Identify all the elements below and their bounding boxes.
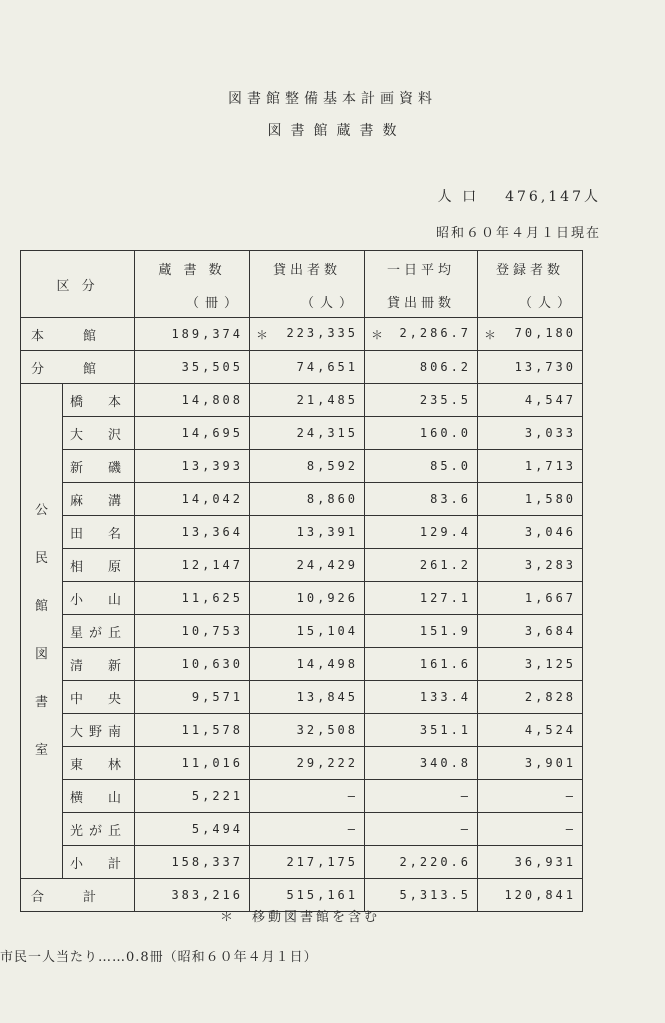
cell-borrowers: [250, 813, 365, 846]
cell-daily: [365, 351, 478, 384]
population-label: 人 口: [437, 189, 480, 205]
cell-daily: [365, 582, 478, 615]
cell-daily: [365, 813, 478, 846]
table-row: [21, 582, 583, 615]
cell-value: 120,841: [504, 888, 577, 902]
cell-value: 217,175: [286, 855, 359, 869]
cell-value: 13,391: [296, 525, 359, 539]
table-row: [21, 483, 583, 516]
cell-value: —: [565, 822, 577, 836]
cell-value: 515,161: [286, 888, 359, 902]
cell-borrowers: [250, 648, 365, 681]
cell-books: [135, 318, 250, 351]
cell-value: 13,393: [181, 459, 244, 473]
cell-value: 10,630: [181, 657, 244, 671]
branch-label: 小 山: [63, 582, 135, 615]
table-row: [21, 384, 583, 417]
cell-value: 3,033: [524, 426, 577, 440]
cell-borrowers: [250, 747, 365, 780]
branch-label: 東 林: [63, 747, 135, 780]
branch-label: 大 沢: [63, 417, 135, 450]
asterisk-mark: ＊: [484, 327, 497, 342]
branch-label: 清 新: [63, 648, 135, 681]
cell-daily: [365, 780, 478, 813]
cell-value: 2,286.7: [399, 325, 472, 340]
cell-books: [135, 714, 250, 747]
group-label-kominkan: [21, 384, 63, 879]
cell-books: [135, 747, 250, 780]
cell-value: 11,578: [181, 723, 244, 737]
branch-label: 光が丘: [63, 813, 135, 846]
cell-daily: [365, 747, 478, 780]
cell-registered: [478, 780, 583, 813]
cell-value: 2,220.6: [399, 855, 472, 869]
cell-value: 83.6: [430, 492, 472, 506]
cell-borrowers: [250, 846, 365, 879]
cell-value: 189,374: [171, 327, 244, 341]
cell-borrowers: [250, 780, 365, 813]
table-row: [21, 747, 583, 780]
header-borrowers: 貸出者数: [250, 251, 365, 286]
cell-registered: [478, 351, 583, 384]
population-value: 476,147人: [505, 189, 601, 205]
asterisk-mark: ＊: [256, 327, 269, 342]
cell-registered: [478, 615, 583, 648]
cell-value: 15,104: [296, 624, 359, 638]
cell-value: 1,713: [524, 459, 577, 473]
cell-value: 8,860: [306, 492, 359, 506]
branch-label: 中 央: [63, 681, 135, 714]
cell-value: 13,364: [181, 525, 244, 539]
cell-registered: [478, 384, 583, 417]
cell-registered: [478, 747, 583, 780]
cell-borrowers: [250, 450, 365, 483]
library-holdings-table: [20, 250, 583, 912]
cell-registered: [478, 318, 583, 351]
total-label: 合 計: [21, 879, 135, 912]
table-row: [21, 714, 583, 747]
cell-value: 223,335: [286, 325, 359, 340]
cell-borrowers: [250, 681, 365, 714]
cell-registered: [478, 450, 583, 483]
cell-value: 1,580: [524, 492, 577, 506]
cell-value: 11,625: [181, 591, 244, 605]
header-daily: 一日平均: [365, 251, 478, 286]
cell-value: 14,808: [181, 393, 244, 407]
branch-label: 星が丘: [63, 615, 135, 648]
cell-books: [135, 549, 250, 582]
group-label-char: 図: [34, 647, 48, 662]
asterisk-mark: ＊: [371, 327, 384, 342]
cell-borrowers: [250, 549, 365, 582]
cell-borrowers: [250, 615, 365, 648]
cell-value: 14,695: [181, 426, 244, 440]
cell-value: 8,592: [306, 459, 359, 473]
cell-value: 24,315: [296, 426, 359, 440]
cell-value: —: [565, 789, 577, 803]
population-line: [438, 186, 601, 206]
table-row: [21, 681, 583, 714]
cell-value: 151.9: [419, 624, 472, 638]
table-row: [21, 450, 583, 483]
cell-books: [135, 681, 250, 714]
group-label-char: 民: [34, 551, 48, 566]
cell-books: [135, 384, 250, 417]
header-daily-unit: 貸出冊数: [365, 285, 478, 318]
header-books: 蔵 書 数: [135, 251, 250, 286]
as-of-date: 昭和６０年４月１日現在: [435, 226, 601, 241]
cell-value: 21,485: [296, 393, 359, 407]
group-label-char: 書: [34, 695, 48, 710]
cell-books: [135, 648, 250, 681]
document-subtitle: 図書館蔵書数: [267, 123, 406, 139]
branch-label: 大野南: [63, 714, 135, 747]
cell-registered: [478, 483, 583, 516]
table-row: [21, 780, 583, 813]
cell-daily: [365, 615, 478, 648]
cell-borrowers: [250, 483, 365, 516]
cell-registered: [478, 549, 583, 582]
cell-daily: [365, 483, 478, 516]
cell-value: 35,505: [181, 360, 244, 374]
table-body: [21, 318, 583, 912]
cell-value: —: [460, 789, 472, 803]
cell-books: [135, 813, 250, 846]
table-row: [21, 615, 583, 648]
cell-value: 10,753: [181, 624, 244, 638]
cell-registered: [478, 846, 583, 879]
table-row: [21, 648, 583, 681]
cell-value: —: [347, 789, 359, 803]
table-row: [21, 846, 583, 879]
table-row: [21, 813, 583, 846]
table-row: [21, 318, 583, 351]
cell-registered: [478, 648, 583, 681]
cell-borrowers: [250, 714, 365, 747]
cell-value: 351.1: [419, 723, 472, 737]
cell-value: 5,313.5: [399, 888, 472, 902]
header-category: 区 分: [21, 251, 135, 318]
cell-daily: [365, 384, 478, 417]
cell-value: 127.1: [419, 591, 472, 605]
row-label: 分 館: [21, 351, 135, 384]
cell-value: 32,508: [296, 723, 359, 737]
cell-borrowers: [250, 384, 365, 417]
cell-daily: [365, 648, 478, 681]
cell-value: 9,571: [191, 690, 244, 704]
cell-borrowers: [250, 516, 365, 549]
cell-books: [135, 780, 250, 813]
cell-value: 74,651: [296, 360, 359, 374]
cell-books: [135, 450, 250, 483]
cell-value: 14,042: [181, 492, 244, 506]
branch-label: 田 名: [63, 516, 135, 549]
cell-value: 13,730: [514, 360, 577, 374]
cell-registered: [478, 714, 583, 747]
cell-daily: [365, 714, 478, 747]
table-row: [21, 351, 583, 384]
header-borrowers-unit: （人）: [250, 285, 365, 318]
cell-books: [135, 351, 250, 384]
cell-value: 4,524: [524, 723, 577, 737]
cell-value: 36,931: [514, 855, 577, 869]
cell-value: 3,901: [524, 756, 577, 770]
cell-value: 12,147: [181, 558, 244, 572]
cell-value: 383,216: [171, 888, 244, 902]
header-books-unit: （冊）: [135, 285, 250, 318]
cell-books: [135, 483, 250, 516]
cell-value: 11,016: [181, 756, 244, 770]
cell-value: 340.8: [419, 756, 472, 770]
cell-books: [135, 582, 250, 615]
cell-value: 1,667: [524, 591, 577, 605]
cell-value: 5,494: [191, 822, 244, 836]
cell-daily: [365, 318, 478, 351]
header-registered-unit: （人）: [478, 285, 583, 318]
cell-books: [135, 846, 250, 879]
cell-borrowers: [250, 417, 365, 450]
cell-value: 161.6: [419, 657, 472, 671]
cell-value: 24,429: [296, 558, 359, 572]
cell-daily: [365, 450, 478, 483]
cell-books: [135, 417, 250, 450]
cell-value: 129.4: [419, 525, 472, 539]
cell-value: 806.2: [419, 360, 472, 374]
table-row: [21, 417, 583, 450]
row-label: 本 館: [21, 318, 135, 351]
cell-daily: [365, 846, 478, 879]
cell-value: 10,926: [296, 591, 359, 605]
cell-value: 160.0: [419, 426, 472, 440]
cell-value: 70,180: [514, 325, 577, 340]
cell-value: —: [347, 822, 359, 836]
cell-value: 85.0: [430, 459, 472, 473]
cell-value: 2,828: [524, 690, 577, 704]
cell-value: 261.2: [419, 558, 472, 572]
cell-registered: [478, 516, 583, 549]
cell-value: 3,283: [524, 558, 577, 572]
cell-registered: [478, 813, 583, 846]
group-label-char: 館: [34, 599, 48, 614]
per-capita-note: 市民一人当たり……0.8冊（昭和６０年４月１日）: [0, 950, 318, 965]
cell-value: 13,845: [296, 690, 359, 704]
cell-daily: [365, 549, 478, 582]
table-row: [21, 549, 583, 582]
group-label-char: 公: [34, 503, 48, 518]
cell-value: 14,498: [296, 657, 359, 671]
cell-books: [135, 516, 250, 549]
cell-daily: [365, 516, 478, 549]
branch-label: 小 計: [63, 846, 135, 879]
table-row: [21, 516, 583, 549]
cell-registered: [478, 582, 583, 615]
cell-value: 3,046: [524, 525, 577, 539]
branch-label: 麻 溝: [63, 483, 135, 516]
cell-value: 3,125: [524, 657, 577, 671]
cell-value: 4,547: [524, 393, 577, 407]
cell-registered: [478, 417, 583, 450]
cell-value: 5,221: [191, 789, 244, 803]
header-registered: 登録者数: [478, 251, 583, 286]
cell-daily: [365, 879, 478, 912]
branch-label: 横 山: [63, 780, 135, 813]
cell-books: [135, 615, 250, 648]
cell-registered: [478, 681, 583, 714]
cell-value: 133.4: [419, 690, 472, 704]
cell-value: 29,222: [296, 756, 359, 770]
cell-value: 3,684: [524, 624, 577, 638]
document-title: 図書館整備基本計画資料: [228, 91, 437, 107]
cell-borrowers: [250, 351, 365, 384]
footnote: ＊ 移動図書館を含む: [220, 910, 381, 925]
branch-label: 橋 本: [63, 384, 135, 417]
cell-daily: [365, 417, 478, 450]
cell-borrowers: [250, 318, 365, 351]
branch-label: 新 磯: [63, 450, 135, 483]
branch-label: 相 原: [63, 549, 135, 582]
cell-daily: [365, 681, 478, 714]
group-label-char: 室: [34, 743, 48, 758]
cell-value: —: [460, 822, 472, 836]
cell-value: 235.5: [419, 393, 472, 407]
cell-registered: [478, 879, 583, 912]
cell-borrowers: [250, 582, 365, 615]
cell-value: 158,337: [171, 855, 244, 869]
